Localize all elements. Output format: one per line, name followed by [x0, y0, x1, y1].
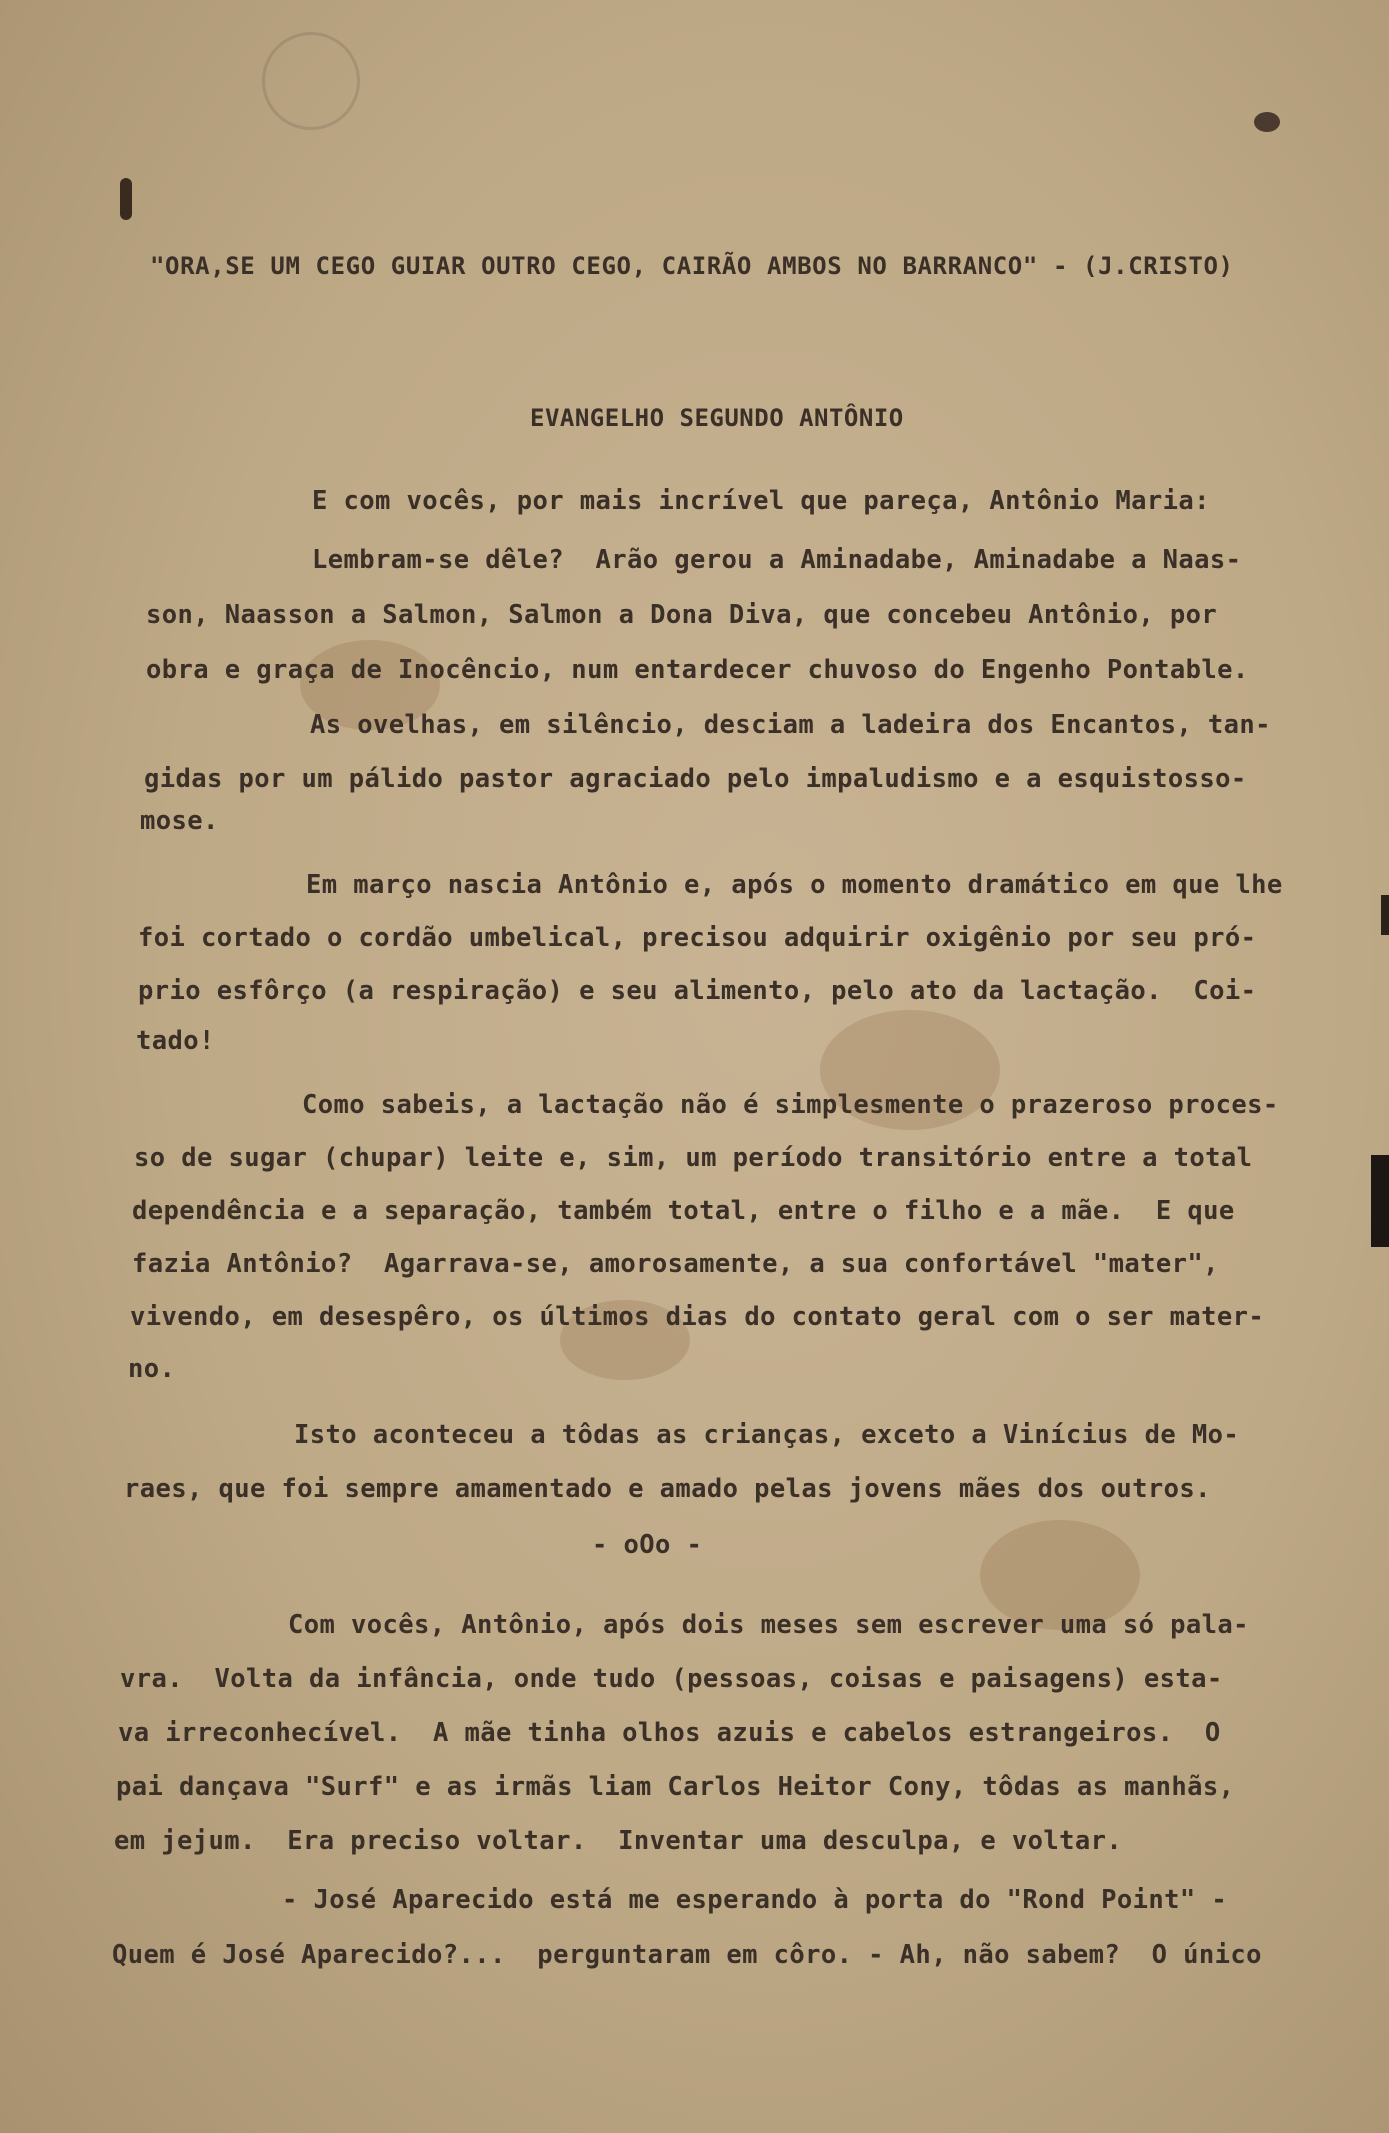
- text-line: em jejum. Era preciso voltar. Inventar uma desculpa, e voltar.: [114, 1826, 1123, 1856]
- text-line: vivendo, em desespêro, os últimos dias do contato geral com o ser mater-: [130, 1302, 1265, 1332]
- section-divider: - oOo -: [592, 1530, 703, 1560]
- text-line: vra. Volta da infância, onde tudo (pessoas, coisas e paisagens) esta-: [120, 1664, 1223, 1694]
- edge-tear-small: [1381, 895, 1389, 935]
- text-line: raes, que foi sempre amamentado e amado pelas jovens mães dos outros.: [124, 1474, 1211, 1504]
- page-title: EVANGELHO SEGUNDO ANTÔNIO: [530, 404, 904, 432]
- text-line: E com vocês, por mais incrível que pareça, Antônio Maria:: [312, 486, 1210, 516]
- text-line: fazia Antônio? Agarrava-se, amorosamente, a sua confortável "mater",: [132, 1249, 1219, 1279]
- faded-stamp: [262, 32, 360, 130]
- text-line: son, Naasson a Salmon, Salmon a Dona Diva, que concebeu Antônio, por: [146, 600, 1218, 630]
- text-line: Quem é José Aparecido?... perguntaram em côro. - Ah, não sabem? O único: [112, 1940, 1262, 1970]
- text-line: prio esfôrço (a respiração) e seu alimento, pelo ato da lactação. Coi-: [138, 976, 1257, 1006]
- text-line: Lembram-se dêle? Arão gerou a Aminadabe, Aminadabe a Naas-: [312, 545, 1242, 575]
- ink-blot: [1254, 112, 1280, 132]
- text-line: pai dançava "Surf" e as irmãs liam Carlos Heitor Cony, tôdas as manhãs,: [116, 1772, 1235, 1802]
- text-line: gidas por um pálido pastor agraciado pelo impaludismo e a esquistosso-: [144, 764, 1247, 794]
- text-line: mose.: [140, 806, 219, 836]
- text-line: va irreconhecível. A mãe tinha olhos azuis e cabelos estrangeiros. O: [118, 1718, 1221, 1748]
- edge-tear: [1371, 1155, 1389, 1247]
- text-line: As ovelhas, em silêncio, desciam a ladeira dos Encantos, tan-: [310, 710, 1271, 740]
- text-line: tado!: [136, 1026, 215, 1056]
- epigraph: "ORA,SE UM CEGO GUIAR OUTRO CEGO, CAIRÃO AMBOS NO BARRANCO" - (J.CRISTO): [150, 252, 1234, 280]
- text-line: obra e graça de Inocêncio, num entardecer chuvoso do Engenho Pontable.: [146, 655, 1249, 685]
- text-line: dependência e a separação, também total, entre o filho e a mãe. E que: [132, 1196, 1235, 1226]
- text-line: no.: [128, 1354, 176, 1384]
- text-line: Com vocês, Antônio, após dois meses sem escrever uma só pala-: [288, 1610, 1249, 1640]
- text-line: so de sugar (chupar) leite e, sim, um período transitório entre a total: [134, 1143, 1253, 1173]
- text-line: foi cortado o cordão umbelical, precisou adquirir oxigênio por seu pró-: [138, 923, 1257, 953]
- text-line: Em março nascia Antônio e, após o momento dramático em que lhe: [306, 870, 1283, 900]
- text-line: Isto aconteceu a tôdas as crianças, exceto a Vinícius de Mo-: [294, 1420, 1240, 1450]
- text-line: - José Aparecido está me esperando à porta do "Rond Point" -: [282, 1885, 1228, 1915]
- text-line: Como sabeis, a lactação não é simplesmente o prazeroso proces-: [302, 1090, 1279, 1120]
- punch-mark: [120, 178, 132, 220]
